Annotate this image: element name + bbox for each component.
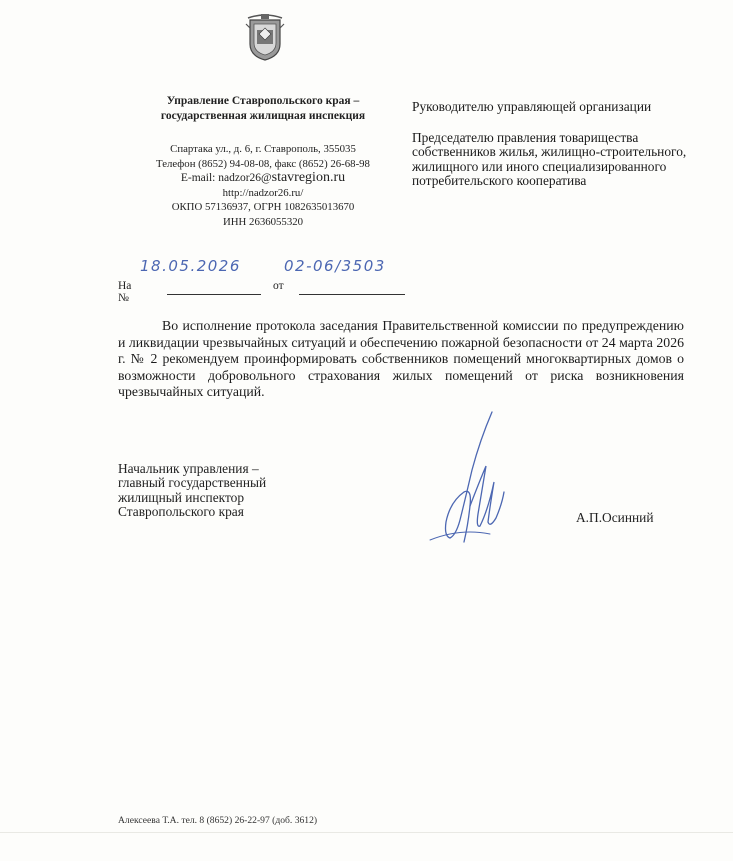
signatory-title xyxy=(118,462,338,520)
org-website: http://nadzor26.ru/ xyxy=(222,186,304,199)
title-line4: Ставропольского края xyxy=(118,504,244,520)
handwritten-number: 02-06/3503 xyxy=(284,257,386,275)
na-label: На № xyxy=(118,280,132,304)
executor-info: Алексеева Т.А. тел. 8 (8652) 26-22-97 (доб. 3612) xyxy=(118,815,318,826)
org-name-line2: государственная жилищная инспекция xyxy=(160,110,366,122)
org-address: Спартака ул., д. 6, г. Ставрополь, 355035 xyxy=(170,143,356,155)
signatory-name: А.П.Осинний xyxy=(576,510,654,525)
na-rule xyxy=(167,282,261,295)
body-paragraph: Во исполнение протокола заседания Правительственной комиссии по предупреждению и ликвидации чрезвычайных ситуаций и обеспечению пожарной безопасности от 24 марта 2026 г. № 2 рекомендуем проинформировать собственников помещений многоквартирных домов о возможности добровольного страхования жилых помещений от риска возникновения чрезвычайных ситуаций. xyxy=(118,318,684,399)
email-label: E-mail: nadzor26@ xyxy=(180,172,272,185)
recipient-line1: Руководителю управляющей организации xyxy=(412,99,652,114)
ot-rule xyxy=(299,282,405,295)
ot-label: от xyxy=(273,280,284,292)
handwritten-date: 18.05.2026 xyxy=(140,257,241,275)
org-okpo-ogrn: ОКПО 57136937, ОГРН 1082635013670 xyxy=(171,201,355,214)
handwritten-signature xyxy=(420,410,530,555)
org-inn: ИНН 2636055320 xyxy=(222,215,304,228)
recipient-block xyxy=(412,100,712,188)
recipient-line2: Председателю правления товарищества собственников жилья, жилищно-строительного, жилищного или иного специализированного потребительского кооператива xyxy=(412,130,687,188)
coat-of-arms-icon xyxy=(244,14,286,62)
org-name xyxy=(118,94,408,124)
org-phone: Телефон (8652) 94-08-08, факс (8652) 26-68-98 xyxy=(156,157,370,170)
scan-line xyxy=(0,832,733,833)
email-domain: stavregion.ru xyxy=(271,170,346,186)
title-line2: главный государственный xyxy=(118,475,267,491)
title-line3: жилищный инспектор xyxy=(118,489,245,505)
org-contacts xyxy=(118,142,408,230)
org-name-line1: Управление Ставропольского края – xyxy=(166,95,360,107)
title-line1: Начальник управления – xyxy=(118,461,259,476)
org-email xyxy=(118,171,408,186)
